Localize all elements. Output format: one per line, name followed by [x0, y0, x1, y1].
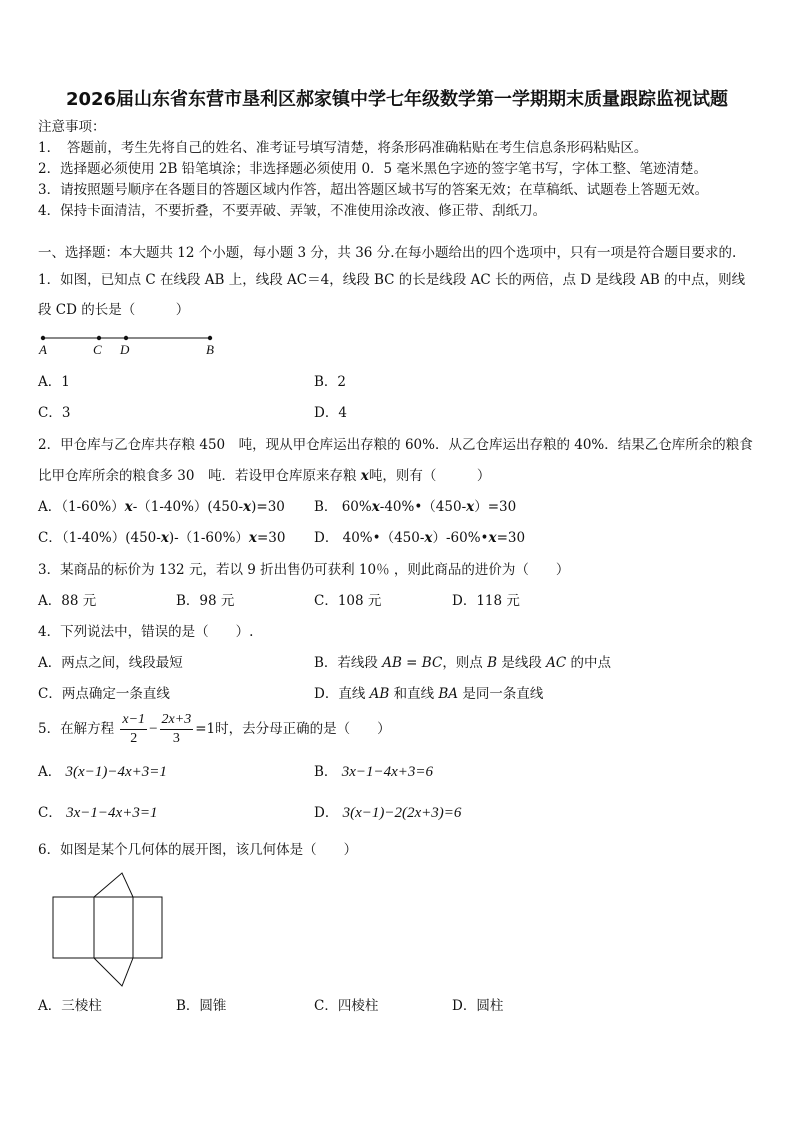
option-label: B．	[314, 764, 338, 780]
variable-x: x	[424, 530, 433, 546]
point-d-label: D	[120, 342, 130, 357]
fraction-2	[160, 712, 194, 747]
question-3-option-a: A．88 元	[38, 593, 97, 609]
question-5-option-c	[38, 804, 157, 822]
variable-x: x	[160, 530, 169, 546]
question-2-stem-text: 吨，则有（ ）	[368, 468, 491, 484]
line-name: AB	[369, 686, 390, 702]
option-text: -40%•（450-	[379, 499, 467, 515]
question-4-option-c: C．两点确定一条直线	[38, 686, 170, 702]
option-expression: 3x−1−4x+3=6	[341, 764, 434, 780]
question-5-stem	[38, 711, 391, 747]
net-top-triangle	[94, 873, 133, 897]
net-left-rectangle	[53, 897, 94, 958]
question-5-option-d	[314, 804, 461, 822]
option-expression: 3(x−1)−2(2x+3)=6	[342, 805, 462, 821]
notice-item-3: 3．请按照题号顺序在各题目的答题区域内作答，超出答题区域书写的答案无效；在草稿纸、试题卷上答题无效。	[38, 182, 709, 198]
option-text: D．直线	[314, 686, 370, 702]
fraction-1-numerator: x−1	[120, 712, 147, 730]
question-4-stem: 4．下列说法中，错误的是（ ）.	[38, 624, 254, 640]
question-3-option-c: C．108 元	[314, 593, 382, 609]
question-2-stem-line-2	[38, 467, 490, 485]
question-6-option-d: D．圆柱	[452, 998, 504, 1014]
variable-x: x	[248, 530, 257, 546]
question-6-option-a: A．三棱柱	[38, 998, 102, 1014]
option-text: B． 60%	[314, 499, 372, 515]
question-1-option-c: C．3	[38, 405, 71, 421]
option-text: )=30	[251, 499, 285, 515]
segment-name: AC	[546, 655, 567, 671]
fraction-1-denominator: 2	[130, 731, 138, 746]
question-2-option-b	[314, 498, 516, 516]
option-text: ）=30	[474, 499, 517, 515]
question-2-stem-text: 比甲仓库所余的粮食多 30 吨．若设甲仓库原来存粮	[38, 468, 361, 484]
option-text: -（1-40%）(450-	[132, 499, 244, 515]
option-label: C．	[38, 805, 62, 821]
question-5-option-b	[314, 763, 433, 781]
fraction-2-numerator: 2x+3	[160, 712, 194, 730]
question-1-line-segment-figure	[38, 326, 220, 358]
question-5-stem-text: 5．在解方程	[38, 721, 115, 737]
option-label: A．	[38, 764, 62, 780]
question-3-option-d: D．118 元	[452, 593, 520, 609]
question-5-option-a	[38, 763, 167, 781]
question-1-stem-line-2: 段 CD 的长是（ ）	[38, 302, 190, 318]
option-text: =30	[256, 530, 286, 546]
option-text: 是同一条直线	[458, 686, 544, 702]
option-text: C．（1-40%）(450-	[38, 530, 161, 546]
question-6-stem: 6．如图是某个几何体的展开图，该几何体是（ ）	[38, 842, 358, 858]
question-6-option-b: B．圆锥	[176, 998, 227, 1014]
point-b-dot	[208, 336, 212, 340]
question-4-option-d	[314, 685, 543, 703]
notice-heading: 注意事项：	[38, 119, 106, 135]
exam-title: 2026届山东省东营市垦利区郝家镇中学七年级数学第一学期期末质量跟踪监视试题	[65, 89, 729, 110]
variable-x: x	[360, 468, 369, 484]
fraction-2-denominator: 3	[172, 731, 180, 746]
point-a-dot	[41, 336, 45, 340]
question-6-net-figure	[50, 868, 170, 992]
segment-name: BC	[421, 655, 443, 671]
option-text: 是线段	[497, 655, 547, 671]
option-text: )-（1-60%）	[168, 530, 249, 546]
option-text: =	[401, 655, 422, 671]
option-text: D． 40%•（450-	[314, 530, 425, 546]
point-name: B	[487, 655, 498, 671]
point-a-label: A	[39, 342, 47, 357]
question-1-option-a: A．1	[38, 374, 70, 390]
question-2-option-d	[314, 529, 525, 547]
question-3-option-b: B．98 元	[176, 593, 235, 609]
question-4-option-a: A．两点之间，线段最短	[38, 655, 183, 671]
option-text: 的中点	[566, 655, 612, 671]
question-2-option-a	[38, 498, 285, 516]
option-label: D．	[314, 805, 339, 821]
section-heading: 一、选择题：本大题共 12 个小题，每小题 3 分，共 36 分.在每小题给出的四个选项中，只有一项是符合题目要求的.	[38, 245, 737, 261]
option-text: ，则点	[442, 655, 488, 671]
question-1-option-d: D．4	[314, 405, 347, 421]
variable-x: x	[371, 499, 380, 515]
variable-x: x	[124, 499, 133, 515]
question-2-stem-line-1: 2．甲仓库与乙仓库共存粮 450 吨，现从甲仓库运出存粮的 60%．从乙仓库运出存粮的 40%．结果乙仓库所余的粮食	[38, 437, 753, 453]
point-c-dot	[97, 336, 101, 340]
question-6-option-c: C．四棱柱	[314, 998, 379, 1014]
option-text: B．若线段	[314, 655, 383, 671]
net-middle-rectangle	[94, 897, 133, 958]
segment-name: AB	[382, 655, 402, 671]
question-3-stem: 3．某商品的标价为 132 元，若以 9 折出售仍可获利 10％ ，则此商品的进价为（ ）	[38, 562, 570, 578]
question-1-option-b: B．2	[314, 374, 347, 390]
line-name: BA	[438, 686, 459, 702]
question-1-stem-line-1: 1．如图，已知点 C 在线段 AB 上，线段 AC＝4，线段 BC 的长是线段 AC 长的两倍，点 D 是线段 AB 的中点，则线	[38, 272, 746, 288]
point-d-dot	[124, 336, 128, 340]
net-right-rectangle	[133, 897, 162, 958]
notice-item-1: 1． 答题前，考生先将自己的姓名、准考证号填写清楚，将条形码准确粘贴在考生信息条形码粘贴区。	[38, 140, 648, 156]
option-text: A．（1-60%）	[38, 499, 125, 515]
option-expression: 3x−1−4x+3=1	[66, 805, 158, 821]
option-text: 和直线	[389, 686, 439, 702]
point-c-label: C	[93, 342, 102, 357]
option-expression: 3(x−1)−4x+3=1	[65, 764, 167, 780]
point-b-label: B	[206, 342, 214, 357]
variable-x: x	[466, 499, 475, 515]
net-bottom-triangle	[94, 958, 133, 986]
option-text: ）-60%•	[432, 530, 489, 546]
minus-sign: −	[149, 721, 158, 737]
option-text: =30	[496, 530, 526, 546]
notice-item-2: 2．选择题必须使用 2B 铅笔填涂；非选择题必须使用 0．5 毫米黑色字迹的签字笔书写，字体工整、笔迹清楚。	[38, 161, 707, 177]
question-4-option-b	[314, 654, 611, 672]
question-2-option-c	[38, 529, 285, 547]
fraction-1	[120, 712, 147, 747]
variable-x: x	[243, 499, 252, 515]
notice-item-4: 4．保持卡面清洁，不要折叠，不要弄破、弄皱，不准使用涂改液、修正带、刮纸刀。	[38, 203, 547, 219]
question-5-stem-text: =1时，去分母正确的是（ ）	[195, 721, 391, 737]
variable-x: x	[488, 530, 497, 546]
